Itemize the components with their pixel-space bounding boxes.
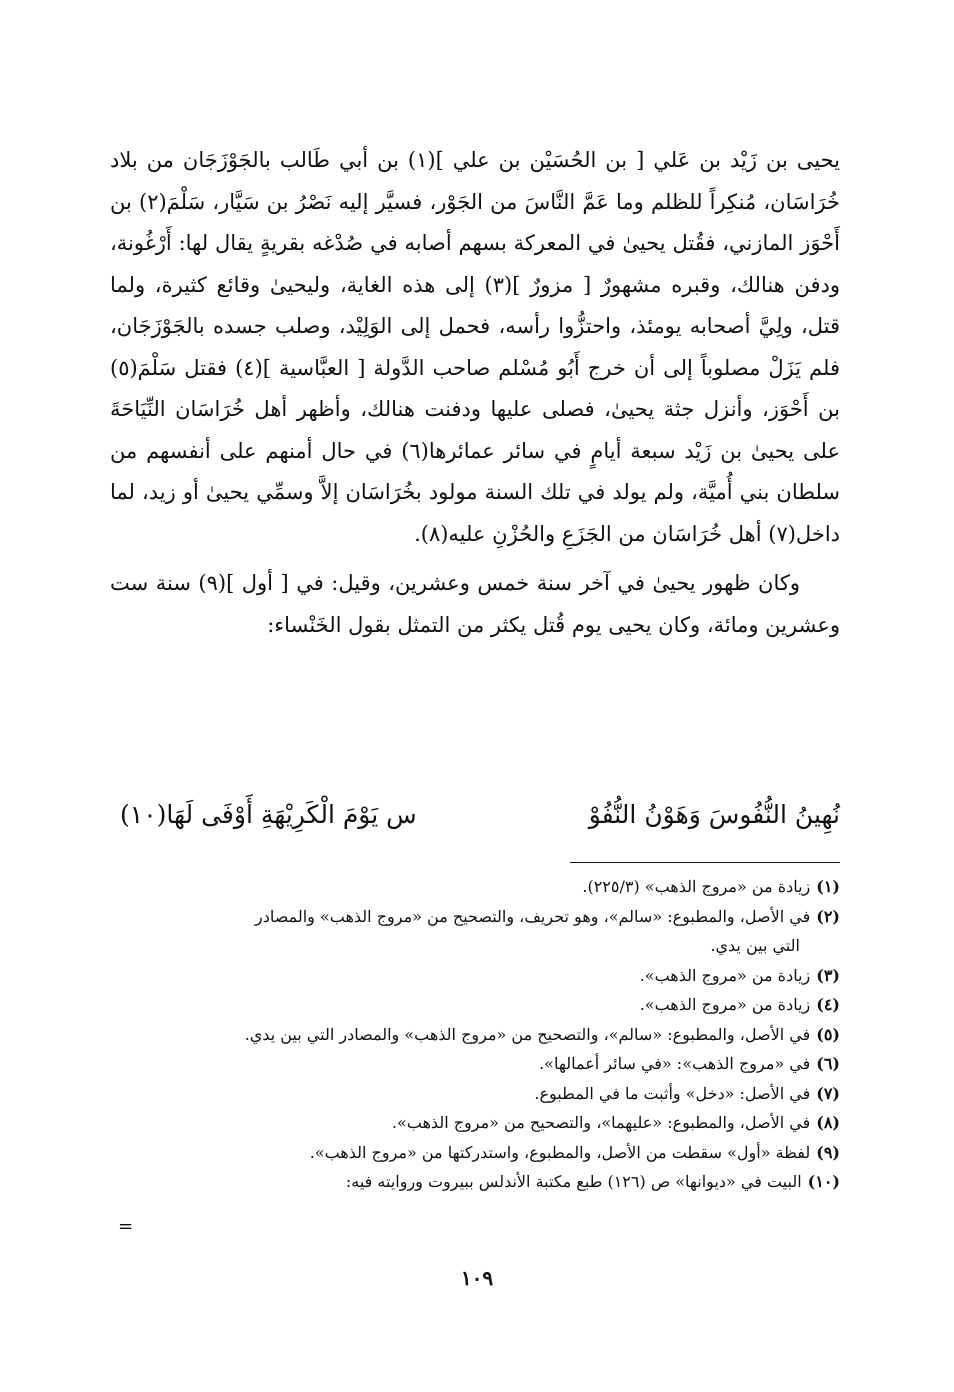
footnote-6 xyxy=(110,1049,840,1079)
footnote-number: (٤) xyxy=(816,995,840,1014)
footnote-text: زيادة من «مروج الذهب». xyxy=(639,965,811,985)
footnotes xyxy=(110,872,840,1197)
footnote-text: في الأصل: «دخل» وأثبت ما في المطبوع. xyxy=(534,1083,811,1103)
footnote-text: في الأصل، والمطبوع: «سالم»، والتصحيح من «مروج الذهب» والمصادر التي بين يدي. xyxy=(244,1024,811,1044)
main-text xyxy=(110,140,840,646)
footnote-text: لفظة «أول» سقطت من الأصل، والمطبوع، واستدركتها من «مروج الذهب». xyxy=(309,1142,811,1162)
footnote-7 xyxy=(110,1079,840,1109)
footnote-text: زيادة من «مروج الذهب». xyxy=(639,995,811,1014)
footnote-text: في الأصل، والمطبوع: «عليهما»، والتصحيح من «مروج الذهب». xyxy=(391,1113,811,1132)
footnote-text: في «مروج الذهب»: «في سائر أعمالها». xyxy=(539,1054,811,1073)
footnote-text: البيت في «ديوانها» ص (١٢٦) طبع مكتبة الأندلس ببيروت وروايته فيه: xyxy=(345,1172,802,1191)
footnote-9 xyxy=(110,1138,840,1168)
page-number: ١٠٩ xyxy=(460,1266,494,1290)
body-paragraph-2: وكان ظهور يحيىٰ في آخر سنة خمس وعشرين، وقيل: في [ أول ](٩) سنة ست وعشرين ومائة، وكان يحيى يوم قُتل يكثر من التمثل بقول الخَنْساء: xyxy=(110,571,840,637)
footnote-number: (٨) xyxy=(816,1113,840,1132)
footnote-2-continuation: التي بين يدي. xyxy=(710,936,800,955)
footnote-5 xyxy=(110,1020,840,1050)
footnote-text: في الأصل، والمطبوع: «سالم»، وهو تحريف، والتصحيح من «مروج الذهب» والمصادر xyxy=(254,906,811,926)
verse-second-hemistich: س يَوْمَ الْكَرِيْهَةِ أَوْفَى لَهَا(١٠) xyxy=(120,800,417,829)
footnote-10 xyxy=(110,1167,840,1197)
footnote-2 xyxy=(110,902,840,932)
footnote-8 xyxy=(110,1108,840,1138)
footnote-4 xyxy=(110,990,840,1020)
footnote-number: (١٠) xyxy=(807,1172,840,1191)
poetry-verse xyxy=(120,800,840,840)
footnote-number: (٦) xyxy=(816,1054,840,1073)
footnote-number: (٥) xyxy=(816,1024,840,1044)
footnote-text: زيادة من «مروج الذهب» (٢٢٥/٣). xyxy=(582,877,811,896)
footnote-number: (١) xyxy=(816,877,840,896)
footnote-number: (٢) xyxy=(816,906,840,926)
footnote-number: (٩) xyxy=(816,1142,840,1162)
footnote-number: (٣) xyxy=(816,965,840,985)
continuation-mark: = xyxy=(118,1216,134,1237)
footnote-number: (٧) xyxy=(816,1083,840,1103)
footnote-3 xyxy=(110,961,840,991)
body-paragraph-1: يحيى بن زَيْد بن عَلي [ بن الحُسَيْن بن علي ](١) بن أبي طَالب بالجَوْزَجَان من بلاد خُرَاسَان، مُنكِراً للظلم وما عَمَّ النَّاسَ من الجَوْر، فسيَّر إليه نَصْرُ بن سَيَّار، سَلْمَ(٢) بن أَحْوَز المازني، فقُتل يحيىٰ في المعركة بسهم أصابه في صُدْغه بقريةٍ يقال لها: أَرْغُونة، ودفن هنالك، وقبره مشهورٌ [ مزورٌ ](٣) إلى هذه الغاية، وليحيىٰ وقائع كثيرة، ولما قتل، ولِيَّ أصحابه يومئذ، واحتزُّوا رأسه، فحمل إلى الوَلِيْد، وصلب جسده بالجَوْزَجَان، فلم يَزَلْ مصلوباً إلى أن خرج أَبُو مُسْلم صاحب الدَّولة [ العبَّاسية ](٤) فقتل سَلْمَ(٥) بن أَحْوَز، وأنزل جثة يحيىٰ، فصلى عليها ودفنت هنالك، وأظهر أهل خُرَاسَان النِّيَاحَةَ على يحيىٰ بن زَيْد سبعة أيامٍ في سائر عمائرها(٦) في حال أمنهم على أنفسهم من سلطان بني أُميَّة، ولم يولد في تلك السنة مولود بخُرَاسَان إلاَّ وسمِّي يحيىٰ أو زيد، لما داخل(٧) أهل خُرَاسَان من الجَزَعِ والحُزْنِ عليه(٨). xyxy=(110,148,841,546)
footnote-1 xyxy=(110,872,840,902)
footnote-separator xyxy=(570,862,840,863)
verse-first-hemistich: نُهِينُ النُّفُوسَ وَهَوْنُ النُّفُوْ xyxy=(588,800,840,829)
